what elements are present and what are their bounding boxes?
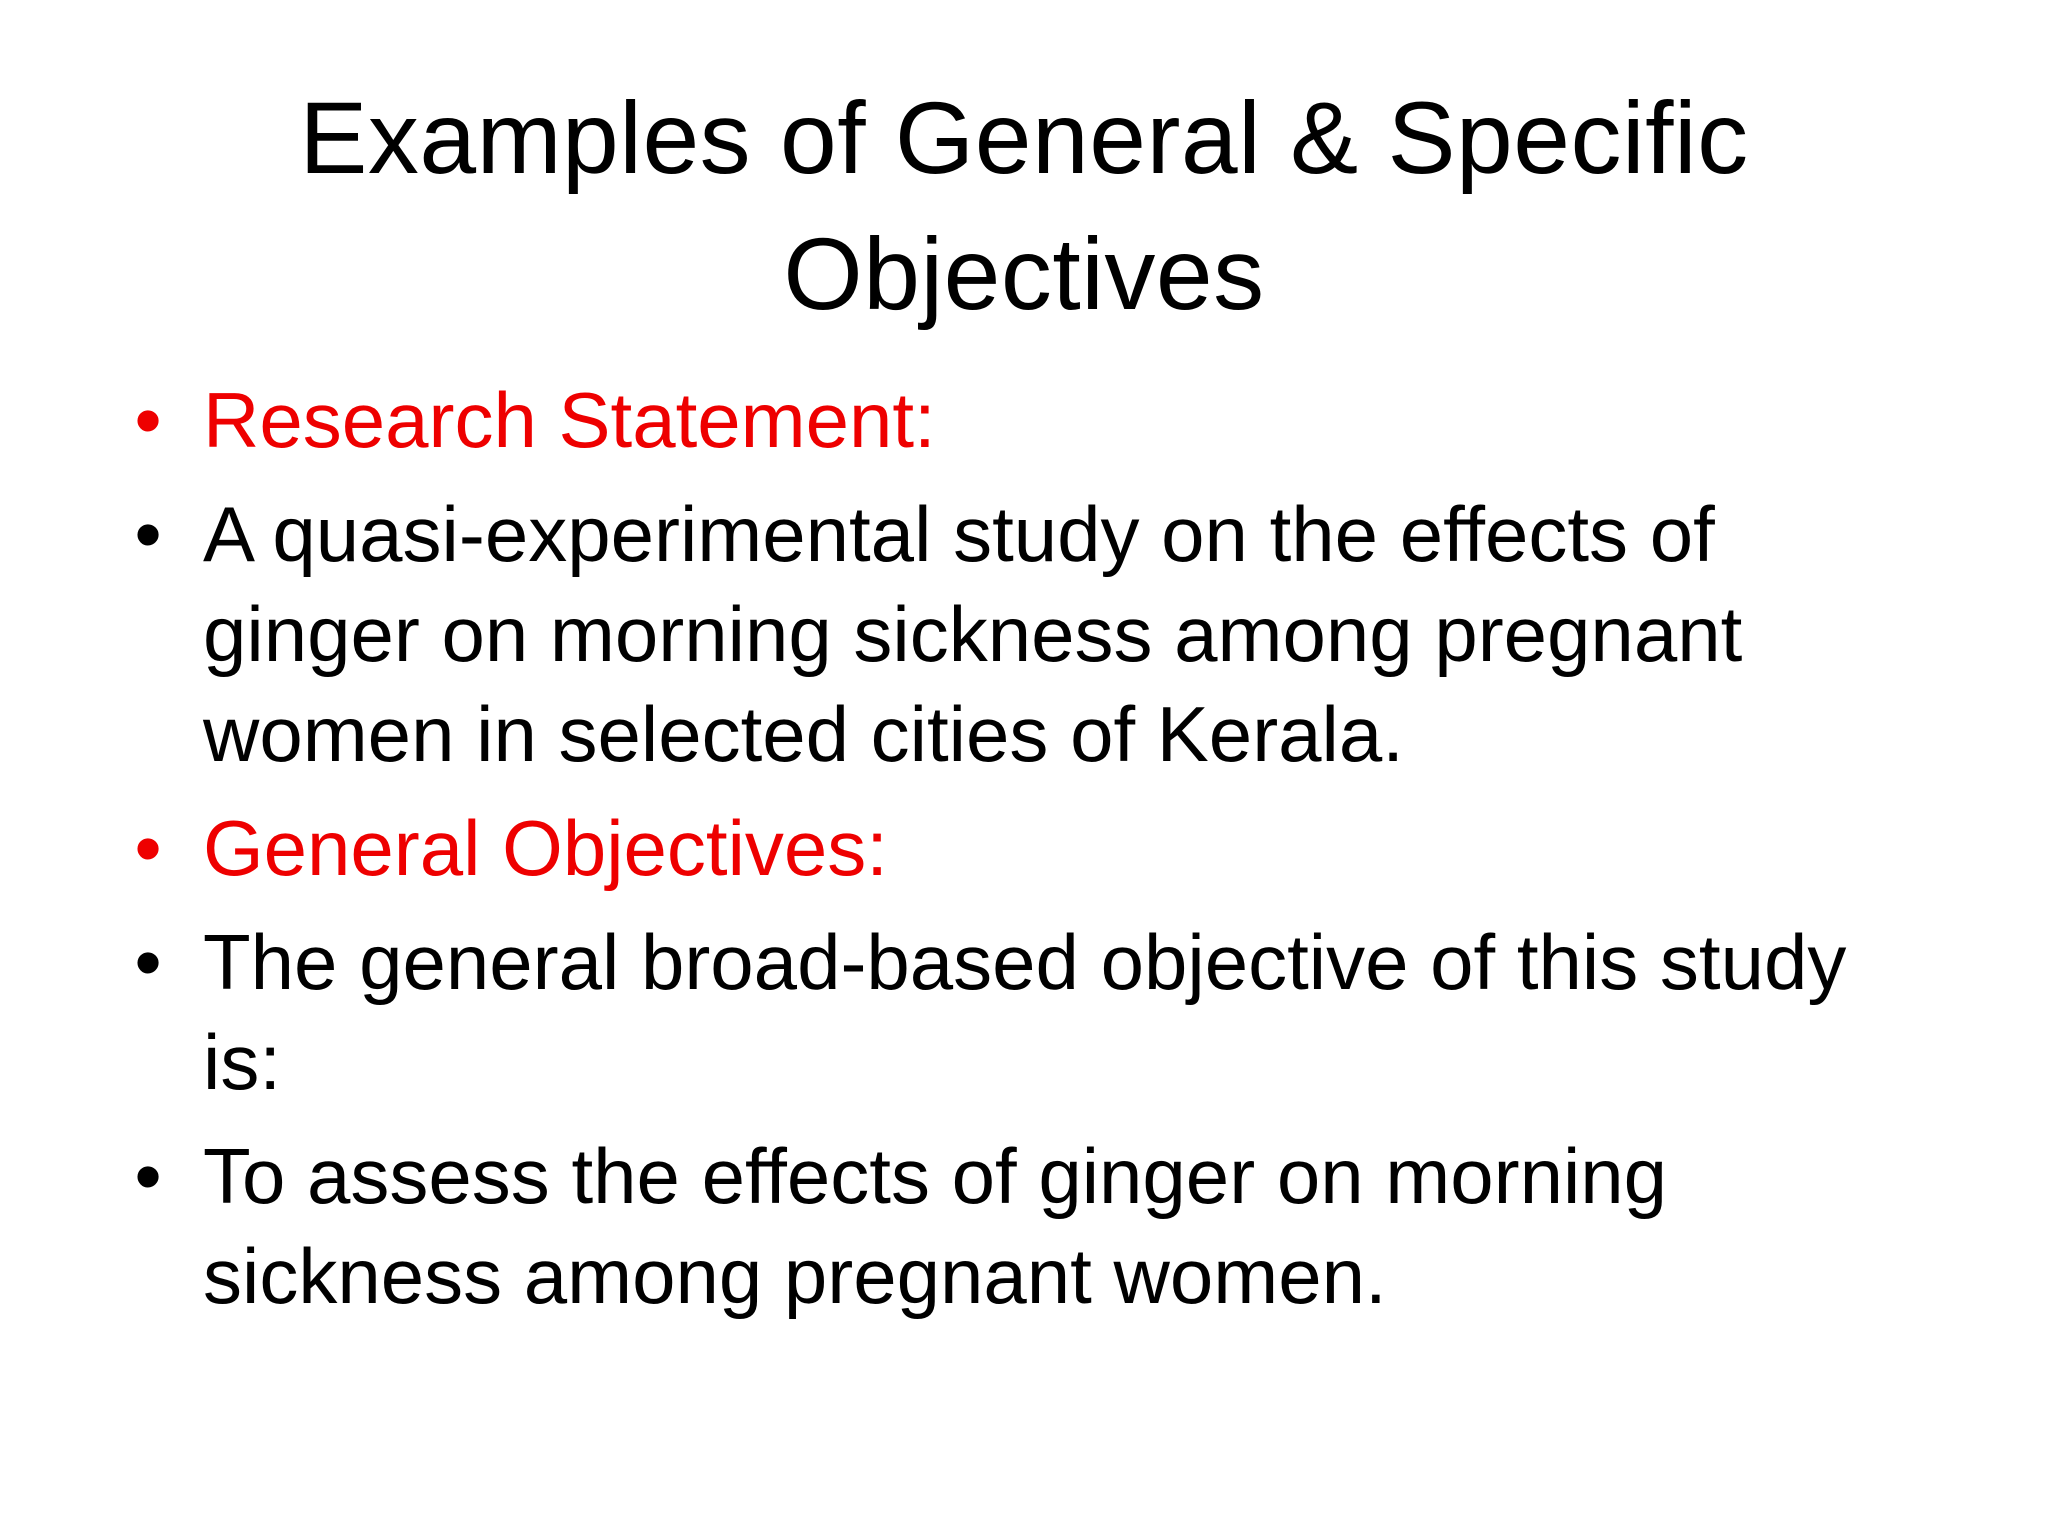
- general-objective-intro-text: The general broad-based objective of this study is:: [203, 918, 1847, 1106]
- bullet-icon: •: [134, 376, 162, 464]
- slide-title: Examples of General & Specific Objectives: [299, 81, 1749, 331]
- bullet-icon: •: [134, 804, 162, 892]
- general-objective-text: To assess the effects of ginger on morning sickness among pregnant women.: [203, 1132, 1668, 1320]
- bullet-general-objectives-heading: [118, 798, 1918, 898]
- bullet-general-objective-intro: [118, 912, 1918, 1112]
- research-statement-heading: Research Statement:: [203, 376, 936, 464]
- research-statement-text: A quasi-experimental study on the effects of ginger on morning sickness among pregnant women in selected cities of Kerala.: [203, 490, 1743, 778]
- bullet-research-statement-heading: [118, 370, 1918, 470]
- bullet-general-objective: [118, 1126, 1918, 1326]
- bullet-icon: •: [134, 490, 162, 578]
- general-objectives-heading: General Objectives:: [203, 804, 888, 892]
- bullet-icon: •: [134, 1132, 162, 1220]
- bullet-list: [118, 370, 1918, 1340]
- bullet-icon: •: [134, 918, 162, 1006]
- bullet-research-statement: [118, 484, 1918, 784]
